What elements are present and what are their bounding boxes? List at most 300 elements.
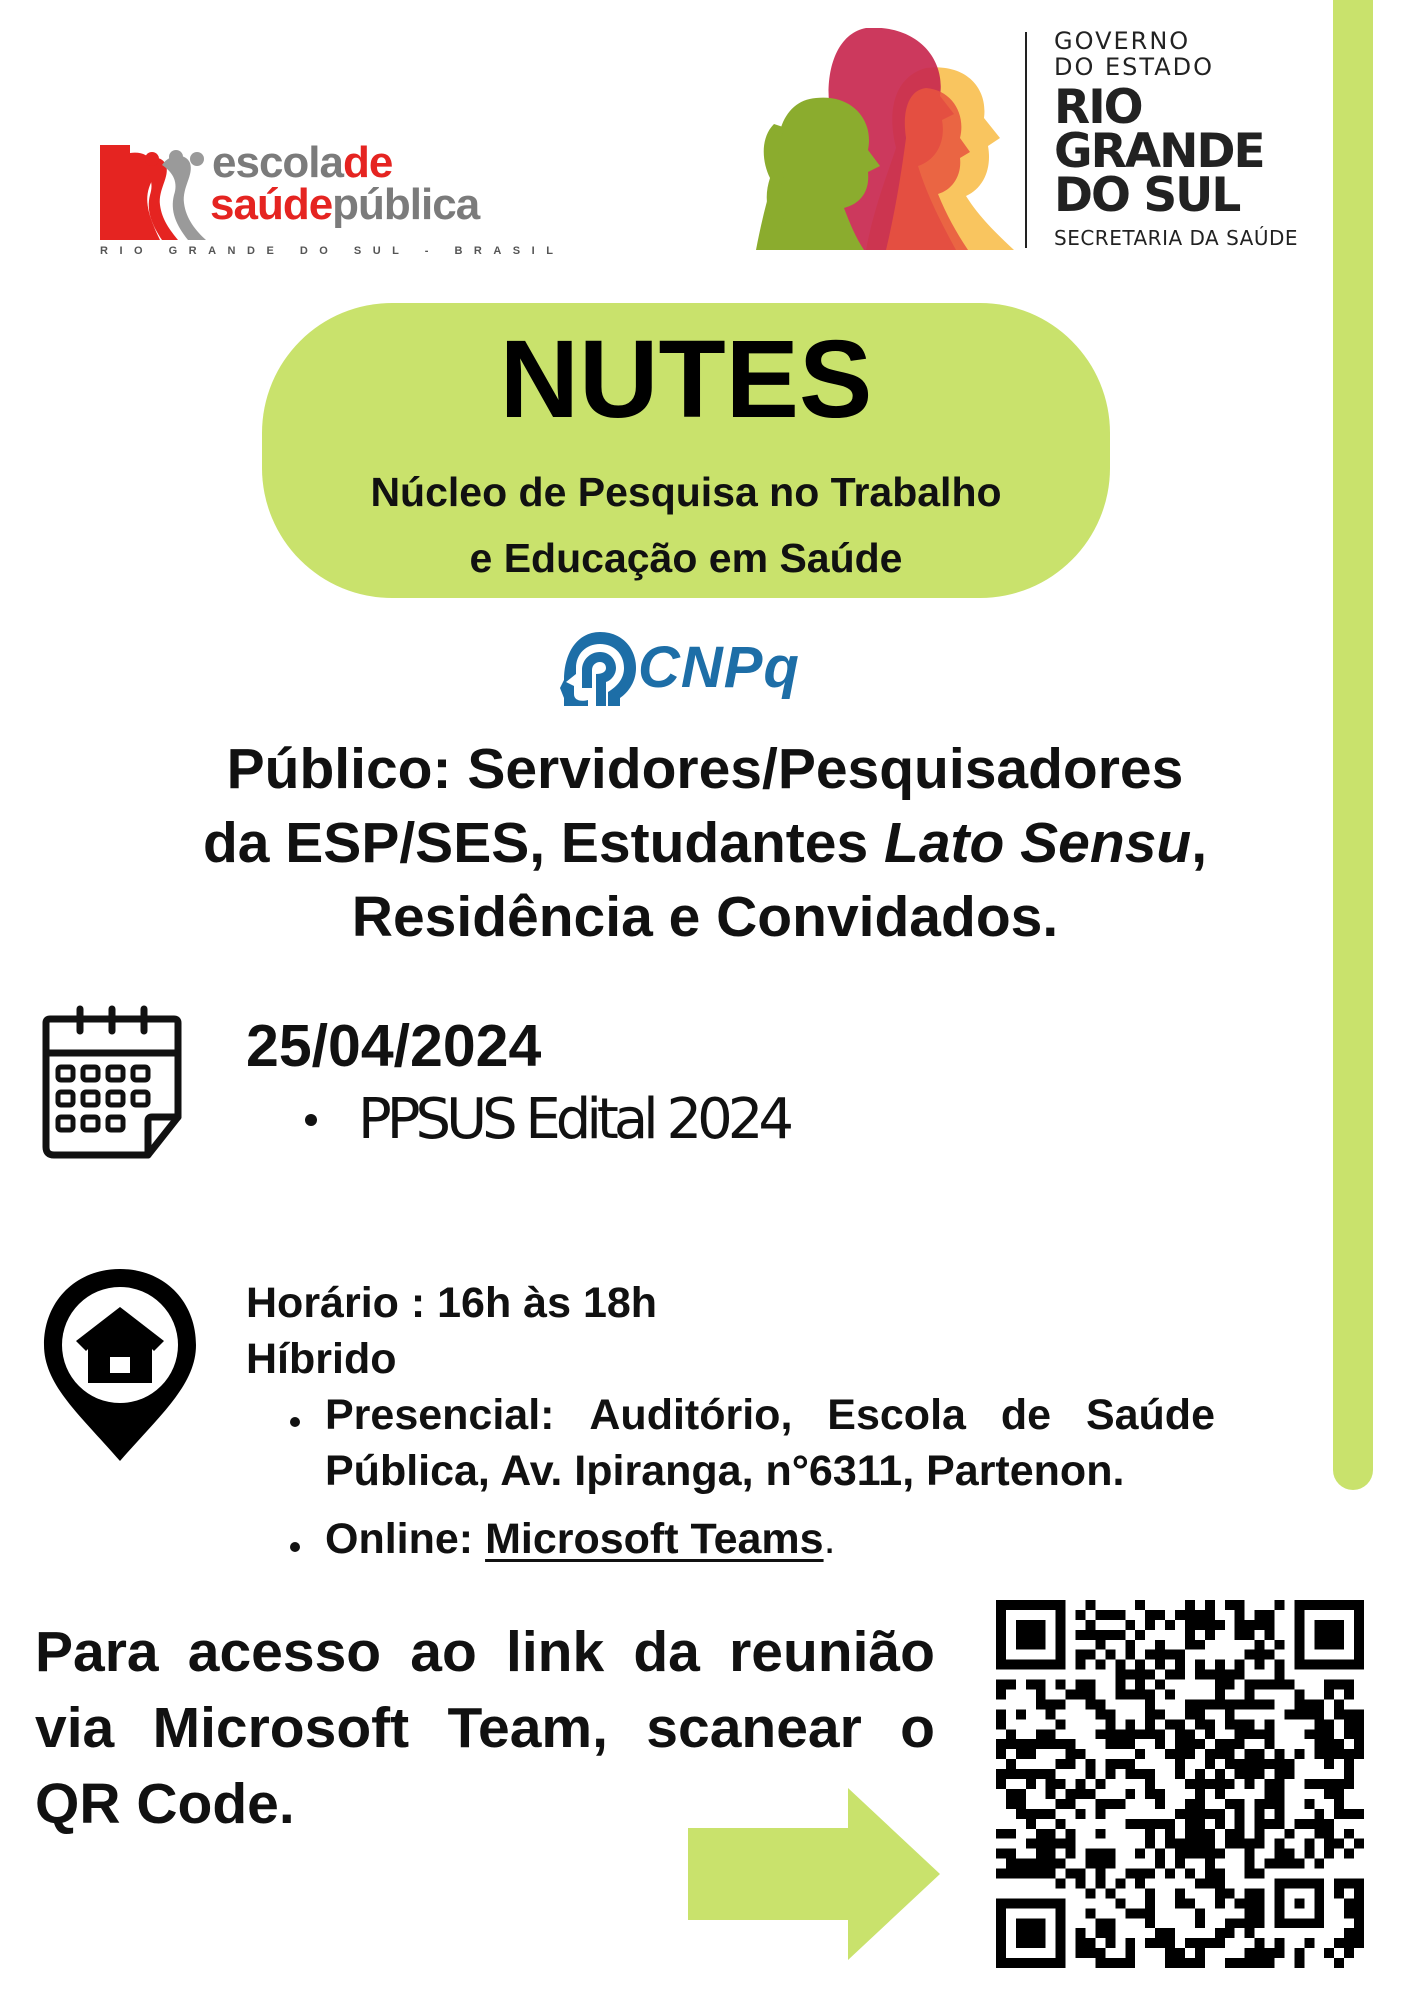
event-format: Híbrido (246, 1335, 397, 1383)
qr-module (996, 1869, 1006, 1879)
qr-module (1235, 1630, 1245, 1640)
qr-module (1265, 1739, 1275, 1749)
qr-code[interactable] (996, 1600, 1364, 1968)
qr-module (1155, 1789, 1165, 1799)
qr-module (1185, 1630, 1195, 1640)
qr-module (1046, 1809, 1056, 1819)
side-accent-bar (1333, 0, 1373, 1490)
qr-module (996, 1749, 1006, 1759)
qr-module (1255, 1809, 1265, 1819)
qr-module (1016, 1789, 1026, 1799)
qr-module (1036, 1859, 1046, 1869)
qr-module (1334, 1739, 1344, 1749)
footer-line1 (35, 1614, 935, 1690)
qr-module (1344, 1809, 1354, 1819)
qr-module (1344, 1709, 1354, 1719)
qr-module (1215, 1898, 1225, 1908)
qr-module (1175, 1739, 1185, 1749)
qr-module (1036, 1690, 1046, 1700)
qr-module (1255, 1908, 1265, 1918)
qr-module (1235, 1610, 1245, 1620)
qr-module (1324, 1789, 1334, 1799)
qr-module (1165, 1670, 1175, 1680)
qr-module (1215, 1928, 1225, 1938)
qr-module (1026, 1769, 1036, 1779)
qr-module (1066, 1829, 1076, 1839)
qr-module (1215, 1878, 1225, 1888)
gov-logo-state: GRANDE (1054, 124, 1264, 179)
qr-module (1344, 1779, 1354, 1789)
qr-module (1125, 1739, 1135, 1749)
qr-module (1086, 1699, 1096, 1709)
qr-module (1334, 1888, 1344, 1898)
qr-module (1076, 1789, 1086, 1799)
qr-module (1284, 1859, 1294, 1869)
qr-module (1056, 1839, 1066, 1849)
qr-module (1314, 1709, 1324, 1719)
qr-module (1105, 1769, 1115, 1779)
qr-module (1185, 1640, 1195, 1650)
qr-module (1185, 1958, 1195, 1968)
qr-module (1324, 1829, 1334, 1839)
qr-module (1145, 1690, 1155, 1700)
qr-module (1056, 1878, 1066, 1888)
qr-module (1195, 1799, 1205, 1809)
qr-module (1265, 1610, 1275, 1620)
qr-module (1225, 1759, 1235, 1769)
qr-module (1115, 1739, 1125, 1749)
qr-module (1274, 1749, 1284, 1759)
qr-module (1086, 1630, 1096, 1640)
qr-module (1304, 1779, 1314, 1789)
qr-module (996, 1709, 1006, 1719)
qr-module (1175, 1898, 1185, 1908)
qr-module (1255, 1729, 1265, 1739)
qr-module (1135, 1690, 1145, 1700)
qr-module (1284, 1769, 1294, 1779)
qr-module (1205, 1859, 1215, 1869)
esp-logo (100, 138, 565, 270)
qr-module (1175, 1610, 1185, 1620)
qr-module (1105, 1928, 1115, 1938)
qr-module (1135, 1660, 1145, 1670)
qr-module (1155, 1709, 1165, 1719)
qr-module (1215, 1690, 1225, 1700)
qr-module (1145, 1719, 1155, 1729)
qr-module (1245, 1729, 1255, 1739)
qr-module (1195, 1958, 1205, 1968)
qr-module (1105, 1849, 1115, 1859)
presencial-word: Auditório, (589, 1391, 793, 1439)
qr-module (1274, 1819, 1284, 1829)
qr-module (1095, 1809, 1105, 1819)
qr-module (1026, 1739, 1036, 1749)
qr-module (1205, 1620, 1215, 1630)
qr-module (1105, 1729, 1115, 1739)
qr-module (1334, 1799, 1344, 1809)
qr-module (1215, 1789, 1225, 1799)
qr-module (1046, 1859, 1056, 1869)
qr-module (1076, 1610, 1086, 1620)
qr-module (1255, 1699, 1265, 1709)
qr-module (1314, 1809, 1324, 1819)
qr-module (1185, 1779, 1195, 1789)
qr-module (1205, 1878, 1215, 1888)
microsoft-teams-link[interactable]: Microsoft Teams (485, 1515, 824, 1563)
qr-module (1245, 1888, 1255, 1898)
qr-module (1265, 1789, 1275, 1799)
qr-module (1056, 1859, 1066, 1869)
qr-module (1185, 1938, 1195, 1948)
qr-module (1076, 1630, 1086, 1640)
qr-module (1006, 1789, 1016, 1799)
qr-module (1245, 1719, 1255, 1729)
qr-module (1225, 1719, 1235, 1729)
qr-module (1235, 1958, 1245, 1968)
qr-module (1255, 1680, 1265, 1690)
qr-module (1274, 1769, 1284, 1779)
qr-module (1294, 1690, 1304, 1700)
qr-module (1284, 1680, 1294, 1690)
qr-module (1165, 1958, 1175, 1968)
qr-module (1155, 1799, 1165, 1809)
qr-module (1225, 1600, 1235, 1610)
audience-line2-a: da ESP/SES, Estudantes (202, 811, 884, 875)
qr-module (1334, 1779, 1344, 1789)
qr-module (1175, 1670, 1185, 1680)
qr-module (1155, 1640, 1165, 1650)
qr-module (1205, 1699, 1215, 1709)
qr-module (1195, 1819, 1205, 1829)
qr-module (1205, 1759, 1215, 1769)
qr-module (1046, 1739, 1056, 1749)
qr-module (1274, 1809, 1284, 1819)
qr-module (1185, 1809, 1195, 1819)
qr-module (1334, 1958, 1344, 1968)
qr-module (1265, 1729, 1275, 1739)
qr-module (1026, 1749, 1036, 1759)
qr-module (1125, 1620, 1135, 1630)
qr-module (1046, 1709, 1056, 1719)
qr-module (1076, 1948, 1086, 1958)
qr-module (1354, 1918, 1364, 1928)
qr-module (1115, 1670, 1125, 1680)
qr-module (1284, 1709, 1294, 1719)
qr-module (1314, 1739, 1324, 1749)
qr-module (1195, 1699, 1205, 1709)
qr-module (1165, 1869, 1175, 1879)
bullet (290, 1417, 300, 1427)
qr-module (1155, 1739, 1165, 1749)
qr-module (1294, 1819, 1304, 1829)
qr-module (1105, 1719, 1115, 1729)
qr-module (1016, 1769, 1026, 1779)
qr-module (1274, 1640, 1284, 1650)
qr-module (1324, 1819, 1334, 1829)
footer-line2 (35, 1690, 935, 1766)
qr-module (1215, 1670, 1225, 1680)
qr-module (1235, 1799, 1245, 1809)
qr-module (1215, 1869, 1225, 1879)
qr-module (1225, 1680, 1235, 1690)
gov-logo-line: DO ESTADO (1054, 53, 1214, 81)
qr-module (1006, 1849, 1016, 1859)
qr-module (1354, 1888, 1364, 1898)
qr-module (1036, 1869, 1046, 1879)
qr-module (996, 1769, 1006, 1779)
qr-module (1274, 1799, 1284, 1809)
qr-module (1195, 1938, 1205, 1948)
qr-module (1145, 1789, 1155, 1799)
qr-module (1095, 1709, 1105, 1719)
qr-module (1274, 1670, 1284, 1680)
qr-module (1095, 1799, 1105, 1809)
qr-module (1255, 1769, 1265, 1779)
qr-module (1006, 1769, 1016, 1779)
qr-module (1086, 1948, 1096, 1958)
qr-module (1076, 1869, 1086, 1879)
qr-module (1245, 1769, 1255, 1779)
qr-module (1026, 1839, 1036, 1849)
qr-module (1324, 1729, 1334, 1739)
qr-module (1225, 1928, 1235, 1938)
qr-module (1215, 1660, 1225, 1670)
qr-module (1165, 1650, 1175, 1660)
qr-module (1036, 1769, 1046, 1779)
qr-module (1245, 1908, 1255, 1918)
qr-module (1135, 1680, 1145, 1690)
qr-module (1006, 1759, 1016, 1769)
qr-module (1195, 1779, 1205, 1789)
qr-module (1185, 1709, 1195, 1719)
qr-module (1175, 1859, 1185, 1869)
qr-module (1185, 1799, 1195, 1809)
qr-module (1185, 1749, 1195, 1759)
qr-module (1086, 1789, 1096, 1799)
qr-module (1046, 1839, 1056, 1849)
location-pin-home-icon (40, 1265, 200, 1465)
qr-module (996, 1719, 1006, 1729)
qr-module (1195, 1640, 1205, 1650)
qr-module (1175, 1849, 1185, 1859)
footer-word: da (633, 1620, 700, 1684)
qr-module (1185, 1620, 1195, 1630)
qr-module (1105, 1958, 1115, 1968)
qr-module (1304, 1819, 1314, 1829)
qr-module (1095, 1829, 1105, 1839)
qr-module (1235, 1719, 1245, 1729)
esp-logo-mark-icon (100, 145, 210, 240)
qr-module (1334, 1809, 1344, 1819)
qr-module (1056, 1759, 1066, 1769)
qr-module (1125, 1819, 1135, 1829)
qr-module (1205, 1749, 1215, 1759)
qr-module (1026, 1779, 1036, 1789)
qr-module (1245, 1839, 1255, 1849)
qr-module (1344, 1680, 1354, 1690)
qr-module (1056, 1719, 1066, 1729)
calendar-icon (40, 1005, 184, 1163)
footer-word: Team, (447, 1696, 608, 1760)
qr-module (1324, 1759, 1334, 1769)
qr-module (1265, 1630, 1275, 1640)
qr-module (1344, 1908, 1354, 1918)
qr-module (1076, 1650, 1086, 1660)
qr-module (1304, 1729, 1314, 1739)
qr-module (1076, 1809, 1086, 1819)
qr-module (1215, 1938, 1225, 1948)
qr-module (1344, 1878, 1354, 1888)
qr-module (1195, 1610, 1205, 1620)
qr-module (1195, 1670, 1205, 1680)
qr-module (1235, 1839, 1245, 1849)
qr-module (1066, 1799, 1076, 1809)
qr-module (1155, 1650, 1165, 1660)
qr-module (1195, 1789, 1205, 1799)
qr-module (1026, 1809, 1036, 1819)
qr-module (1284, 1759, 1294, 1769)
qr-module (1314, 1779, 1324, 1789)
qr-module (1036, 1839, 1046, 1849)
qr-module (1056, 1799, 1066, 1809)
qr-module (1255, 1829, 1265, 1839)
qr-module (1125, 1670, 1135, 1680)
qr-module (1145, 1670, 1155, 1680)
qr-module (1095, 1958, 1105, 1968)
qr-module (1046, 1829, 1056, 1839)
qr-module (1125, 1690, 1135, 1700)
qr-module (1125, 1640, 1135, 1650)
qr-module (1115, 1680, 1125, 1690)
presencial-word: Saúde (1085, 1391, 1215, 1439)
qr-module (1066, 1749, 1076, 1759)
qr-module (1046, 1789, 1056, 1799)
qr-module (1344, 1769, 1354, 1779)
qr-module (1086, 1759, 1096, 1769)
qr-module (1215, 1779, 1225, 1789)
qr-module (1255, 1660, 1265, 1670)
qr-module (1344, 1938, 1354, 1948)
qr-module (1095, 1849, 1105, 1859)
cnpq-logo-text: CNPq (638, 635, 800, 700)
qr-module (1334, 1789, 1344, 1799)
qr-module (1344, 1749, 1354, 1759)
esp-logo-word-publica: pública (332, 180, 480, 229)
qr-module (1155, 1729, 1165, 1739)
qr-module (1324, 1779, 1334, 1789)
qr-module (1145, 1610, 1155, 1620)
page-title: NUTES (499, 318, 873, 441)
qr-module (1265, 1819, 1275, 1829)
qr-module (1145, 1769, 1155, 1779)
page-subtitle-line2: e Educação em Saúde (469, 535, 903, 581)
qr-module (1115, 1610, 1125, 1620)
qr-module (1175, 1948, 1185, 1958)
qr-module (1215, 1849, 1225, 1859)
footer-word: acesso (187, 1620, 382, 1684)
qr-module (1205, 1809, 1215, 1819)
qr-module (1274, 1839, 1284, 1849)
esp-logo-word-saude: saúde (210, 180, 333, 229)
qr-module (1125, 1650, 1135, 1660)
presencial-line1 (325, 1387, 1215, 1443)
qr-module (1195, 1849, 1205, 1859)
esp-logo-tagline: RIO GRANDE DO SUL - BRASIL (100, 245, 565, 257)
qr-module (1105, 1799, 1115, 1809)
qr-module (1245, 1849, 1255, 1859)
qr-module (1324, 1749, 1334, 1759)
qr-module (1165, 1829, 1175, 1839)
qr-module (1344, 1829, 1354, 1839)
online-suffix: . (823, 1515, 836, 1563)
qr-module (1235, 1699, 1245, 1709)
qr-module (1255, 1918, 1265, 1928)
qr-module (1095, 1779, 1105, 1789)
qr-module (1165, 1690, 1175, 1700)
qr-module (1135, 1600, 1145, 1610)
qr-module (1314, 1749, 1324, 1759)
qr-module (1344, 1928, 1354, 1938)
qr-module (1245, 1690, 1255, 1700)
qr-module (1225, 1709, 1235, 1719)
qr-module (1105, 1650, 1115, 1660)
qr-module (1314, 1729, 1324, 1739)
qr-module (1205, 1849, 1215, 1859)
bullet (290, 1542, 300, 1552)
qr-module (1265, 1859, 1275, 1869)
qr-module (1086, 1650, 1096, 1660)
qr-module (1095, 1869, 1105, 1879)
qr-module (1145, 1898, 1155, 1908)
qr-module (1324, 1839, 1334, 1849)
qr-module (1354, 1898, 1364, 1908)
qr-module (1006, 1729, 1016, 1739)
qr-module (1344, 1898, 1354, 1908)
gov-silhouettes-logo-icon (756, 28, 1014, 250)
qr-module (1145, 1779, 1155, 1789)
qr-module (1165, 1938, 1175, 1948)
qr-module (1334, 1878, 1344, 1888)
online-line (325, 1511, 836, 1567)
qr-module (1324, 1719, 1334, 1729)
qr-module (1046, 1779, 1056, 1789)
qr-module (1245, 1928, 1255, 1938)
qr-module (1185, 1739, 1195, 1749)
qr-module (1155, 1849, 1165, 1859)
qr-module (1235, 1729, 1245, 1739)
qr-module (1165, 1620, 1175, 1630)
qr-module (1125, 1948, 1135, 1958)
qr-module (1304, 1709, 1314, 1719)
qr-module (1145, 1709, 1155, 1719)
qr-module (996, 1779, 1006, 1789)
qr-module (1195, 1809, 1205, 1819)
qr-module (1016, 1709, 1026, 1719)
gov-logo-divider (1025, 32, 1027, 248)
qr-module (1225, 1839, 1235, 1849)
qr-module (1255, 1759, 1265, 1769)
qr-module (1195, 1829, 1205, 1839)
qr-module (1115, 1759, 1125, 1769)
footer-line3: QR Code. (35, 1772, 295, 1836)
qr-module (1026, 1869, 1036, 1879)
qr-module (1195, 1839, 1205, 1849)
qr-module (1225, 1699, 1235, 1709)
qr-module (1215, 1888, 1225, 1898)
qr-module (1235, 1819, 1245, 1829)
qr-module (1066, 1759, 1076, 1769)
qr-module (1115, 1690, 1125, 1700)
